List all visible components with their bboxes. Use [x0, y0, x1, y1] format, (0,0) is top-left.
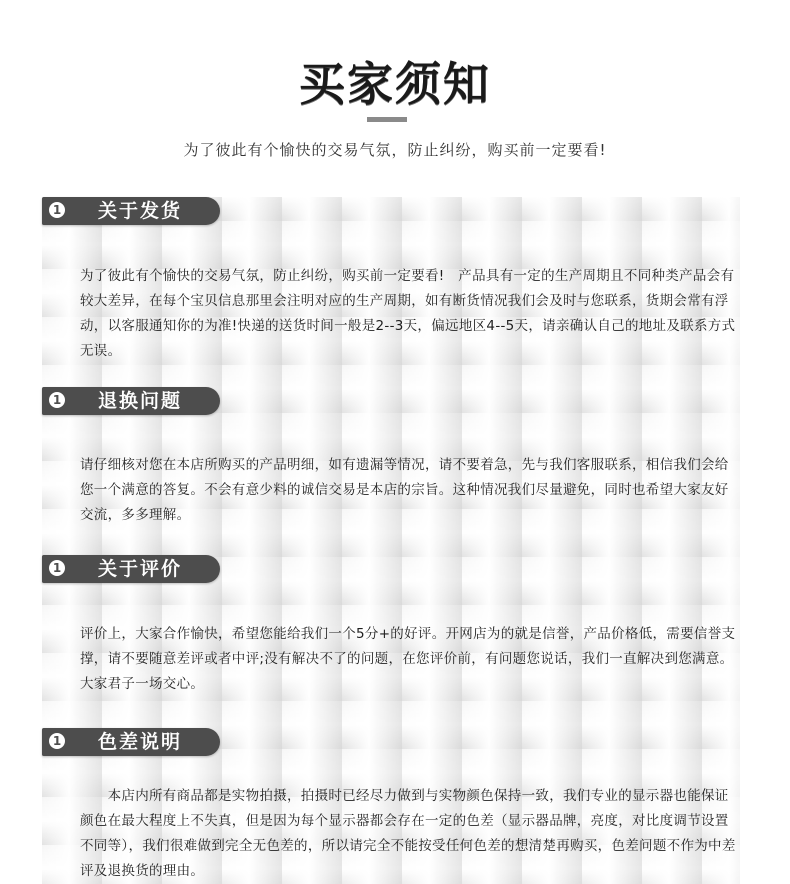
- section-body: 为了彼此有个愉快的交易气氛，防止纠纷，购买前一定要看! 产品具有一定的生产周期且不同种类产品会有较大差异，在每个宝贝信息那里会注明对应的生产周期，如有断货情况我们会及时与您联系，货期会常有浮动，以客服通知你的为准!快递的送货时间一般是2--3天，偏远地区4--5天，请亲确认自己的地址及联系方式无误。: [80, 268, 736, 359]
- section-heading: 色差说明: [98, 731, 183, 753]
- section-header-pill: [42, 555, 220, 583]
- circled-number-icon: 1: [49, 202, 65, 218]
- section-heading: 关于评价: [98, 558, 183, 580]
- circled-number-icon: 1: [49, 392, 65, 408]
- title-underline: [367, 117, 407, 122]
- section-heading: 关于发货: [98, 200, 183, 222]
- section-body: 本店内所有商品都是实物拍摄，拍摄时已经尽力做到与实物颜色保持一致，我们专业的显示器也能保证颜色在最大程度上不失真，但是因为每个显示器都会存在一定的色差（显示器品牌，亮度，对比度调节设置不同等），我们很难做到完全无色差的，所以请完全不能按受任何色差的想清楚再购买，色差问题不作为中差评及退换货的理由。: [80, 788, 736, 879]
- section-body: 评价上，大家合作愉快，希望您能给我们一个5分+的好评。开网店为的就是信誉，产品价格低，需要信誉支撑，请不要随意差评或者中评;没有解决不了的问题，在您评价前，有问题您说话，我们一直解决到您满意。大家君子一场交心。: [80, 626, 736, 692]
- page-subtitle: 为了彼此有个愉快的交易气氛，防止纠纷，购买前一定要看!: [183, 141, 607, 159]
- section-header-pill: [42, 728, 220, 756]
- circled-number-icon: 1: [49, 560, 65, 576]
- section-body: 请仔细核对您在本店所购买的产品明细，如有遗漏等情况，请不要着急，先与我们客服联系，相信我们会给您一个满意的答复。不会有意少料的诚信交易是本店的宗旨。这种情况我们尽量避免，同时也希望大家友好交流，多多理解。: [80, 457, 729, 523]
- page-title: 买家须知: [299, 57, 491, 111]
- section-header-pill: [42, 197, 220, 225]
- circled-number-icon: 1: [49, 733, 65, 749]
- section-heading: 退换问题: [98, 390, 183, 412]
- section-header-pill: [42, 387, 220, 415]
